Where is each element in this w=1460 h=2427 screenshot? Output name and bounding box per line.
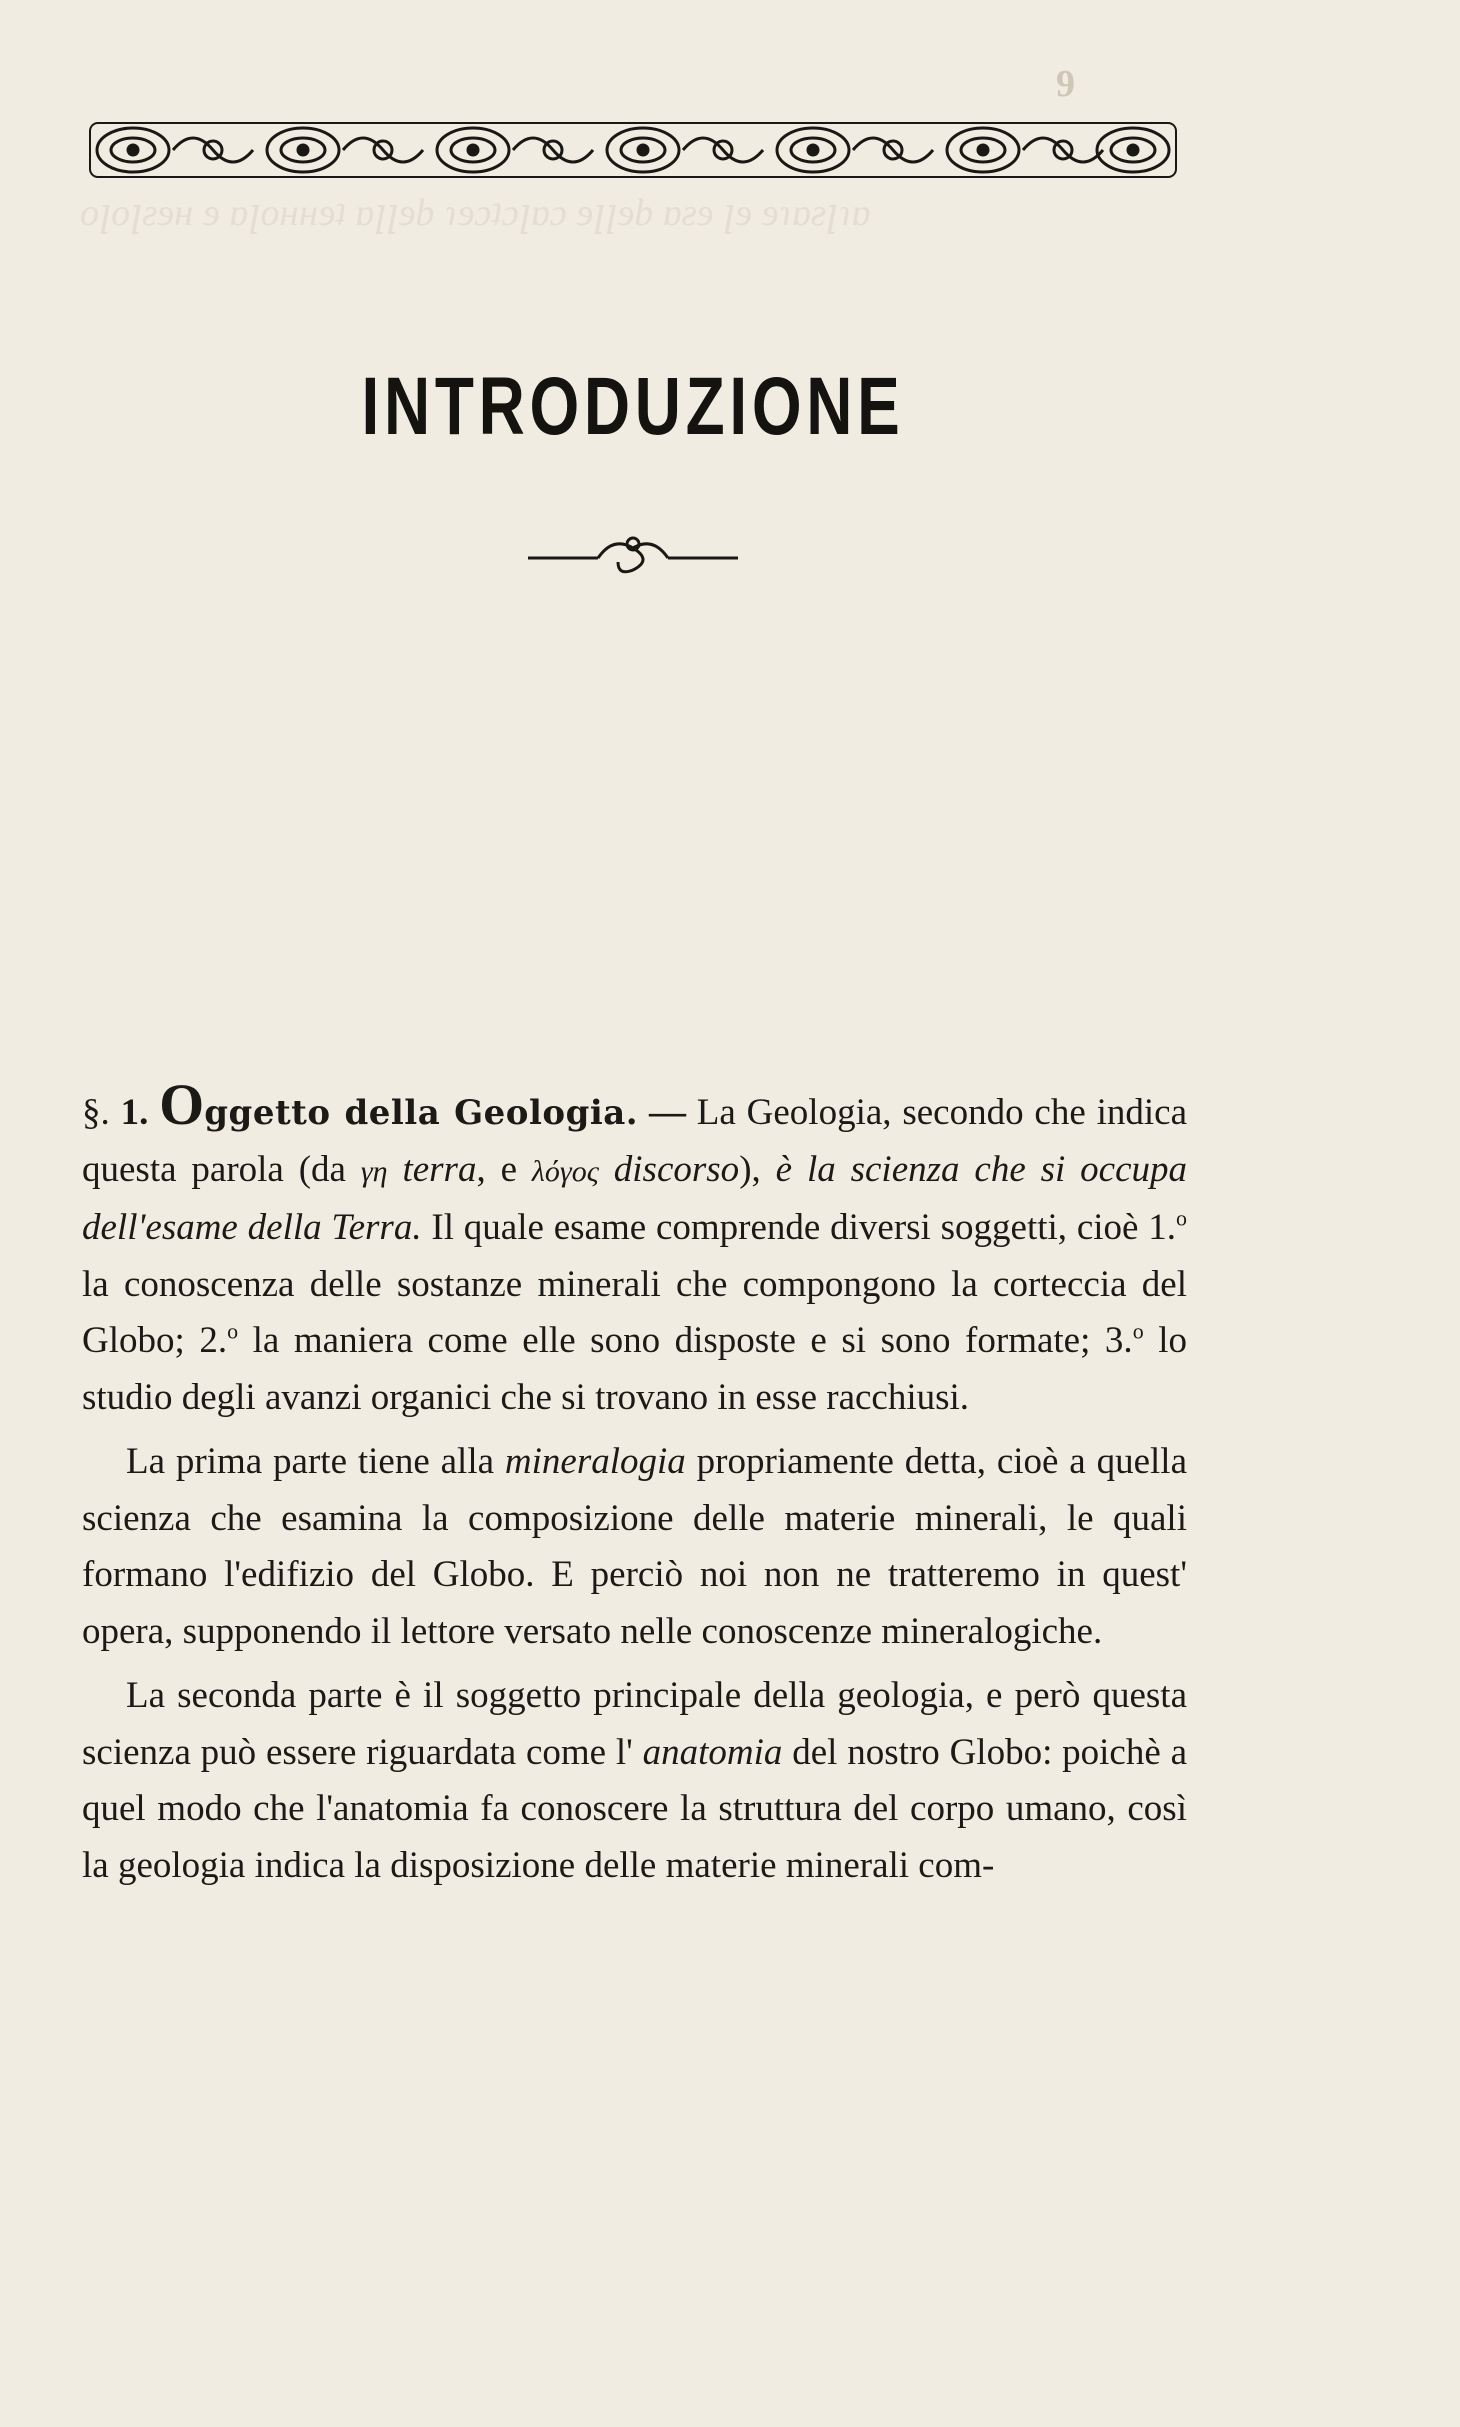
- text-run: ),: [739, 1148, 776, 1190]
- italic-run: è la scienza che si occupa dell'esame della Terra.: [82, 1148, 1188, 1248]
- section-mark: §.: [82, 1092, 110, 1133]
- section-number: 1.: [120, 1092, 149, 1133]
- ornamental-border: [88, 115, 1178, 185]
- body-text: [82, 1072, 1188, 1894]
- paragraph-3: [82, 1668, 1187, 1894]
- greek-word: λόγος: [531, 1154, 599, 1188]
- drop-cap: O: [159, 1072, 205, 1137]
- text-run: La seconda parte è il soggetto principale della geologia, e però questa scienza può essere riguardata come l': [82, 1675, 1187, 1773]
- page-number: 9: [1056, 63, 1075, 105]
- italic-run: discorso: [613, 1148, 740, 1190]
- heading-dash: —: [648, 1092, 686, 1133]
- ordinal-sup: o: [1176, 1205, 1187, 1231]
- text-run: La Geologia, secondo che indica questa parola (da: [82, 1092, 1187, 1190]
- ordinal-sup: o: [227, 1318, 239, 1344]
- text-run: la conoscenza delle sostanze minerali che compongono la corteccia del Globo; 2.: [82, 1263, 1187, 1361]
- section-heading: ggetto della Geologia.: [204, 1093, 639, 1133]
- text-run: Il quale esame comprende diversi soggetti, cioè 1.: [421, 1207, 1176, 1248]
- italic-run: terra: [402, 1148, 477, 1190]
- ordinal-sup: o: [1132, 1318, 1144, 1344]
- text-run: lo studio degli avanzi organici che si trovano in esse racchiusi.: [82, 1320, 1188, 1418]
- text-run: la maniera come elle sono disposte e si sono formate; 3.: [238, 1320, 1133, 1361]
- text-run: La prima parte tiene alla: [126, 1441, 505, 1482]
- page-title: INTRODUZIONE: [361, 361, 905, 452]
- bleed-through-texture: oꞁoꞁƨɘʜ ɘ ɒꞁoʜʜɘʇ ɒꞁꞁɘb ɿɘɔʇɔꞁɒɔ ɘꞁꞁɘb ɒƨɘ ꞁɘ ɘɿɒƨꞁɿɒ: [80, 192, 871, 234]
- paragraph-1: [82, 1072, 1188, 1426]
- italic-run: anatomia: [642, 1731, 783, 1773]
- text-run: propriamente detta, cioè a quella scienza che esamina la composizione delle materie minerali, le quali formano l'edifizio del Globo. E perciò noi non ne tratteremo in quest' opera, supponendo il lettore versato nelle conoscenze mineralogiche.: [82, 1441, 1187, 1652]
- title-flourish: [528, 530, 738, 580]
- paragraph-2: [82, 1434, 1187, 1660]
- text-run: del nostro Globo: poichè a quel modo che l'anatomia fa conoscere la struttura del corpo umano, così la geologia indica la disposizione delle materie minerali com-: [82, 1731, 1188, 1886]
- italic-run: mineralogia: [504, 1441, 686, 1482]
- greek-word: γη: [360, 1154, 388, 1188]
- text-run: , e: [476, 1148, 532, 1190]
